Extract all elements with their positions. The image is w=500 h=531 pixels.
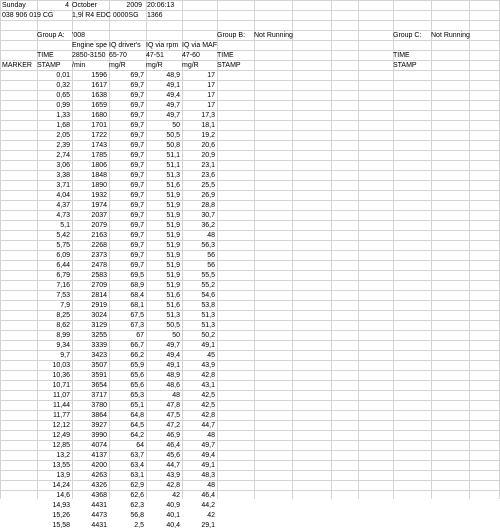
iq-driver-cell[interactable]: 66,7 (130, 342, 144, 349)
iq-rpm-cell[interactable]: 48 (172, 392, 180, 399)
time-stamp-cell[interactable]: 3,38 (56, 172, 70, 179)
time-stamp-cell[interactable]: 6,44 (56, 262, 70, 269)
time-stamp-cell[interactable]: 11,77 (53, 412, 70, 419)
iq-rpm-cell[interactable]: 48,9 (166, 372, 180, 379)
time-stamp-cell[interactable]: 10,03 (52, 362, 70, 369)
time-stamp-cell[interactable]: 12,85 (52, 442, 70, 449)
iq-maf-cell[interactable]: 44,7 (201, 422, 215, 429)
iq-driver-cell[interactable]: 56,8 (130, 512, 144, 519)
iq-driver-cell[interactable]: 64,5 (130, 422, 144, 429)
iq-driver-cell[interactable]: 67,3 (130, 322, 144, 329)
iq-maf-cell[interactable]: 20,9 (201, 152, 215, 159)
iq-rpm-cell[interactable]: 51,9 (166, 232, 180, 239)
engine-speed-cell[interactable]: 1932 (91, 192, 107, 199)
engine-speed-cell[interactable]: 4263 (91, 472, 107, 479)
iq-maf-cell[interactable]: 44,2 (201, 502, 215, 509)
engine-speed-cell[interactable]: 3423 (91, 352, 107, 359)
spec-iq-maf[interactable]: 47-60 (182, 52, 200, 59)
iq-driver-cell[interactable]: 65,3 (130, 392, 144, 399)
iq-maf-cell[interactable]: 46,4 (201, 492, 215, 499)
engine-speed-cell[interactable]: 4431 (91, 522, 107, 529)
iq-driver-cell[interactable]: 69,7 (130, 102, 144, 109)
iq-maf-cell[interactable]: 28,8 (201, 202, 215, 209)
iq-maf-cell[interactable]: 42,5 (201, 392, 215, 399)
iq-maf-cell[interactable]: 45 (207, 352, 215, 359)
iq-driver-cell[interactable]: 69,7 (130, 222, 144, 229)
engine-speed-cell[interactable]: 2079 (91, 222, 107, 229)
group-a-value[interactable]: '008 (72, 32, 86, 39)
time-label-b[interactable]: TIME (217, 52, 234, 59)
iq-maf-cell[interactable]: 55,5 (201, 272, 215, 279)
iq-driver-cell[interactable]: 62,6 (130, 492, 144, 499)
engine-speed-cell[interactable]: 2478 (91, 262, 107, 269)
iq-driver-cell[interactable]: 69,7 (130, 262, 144, 269)
engine-speed-cell[interactable]: 1848 (91, 172, 107, 179)
iq-maf-cell[interactable]: 19,2 (201, 132, 215, 139)
iq-driver-cell[interactable]: 66,2 (130, 352, 144, 359)
group-b-value[interactable]: Not Running (254, 32, 293, 39)
iq-rpm-cell[interactable]: 51,9 (166, 202, 180, 209)
time-stamp-cell[interactable]: 14,93 (52, 502, 70, 509)
col-iq-rpm[interactable]: IQ via rpm (146, 42, 179, 49)
iq-rpm-cell[interactable]: 48,9 (166, 72, 180, 79)
iq-maf-cell[interactable]: 56,3 (201, 242, 215, 249)
iq-driver-cell[interactable]: 69,7 (130, 112, 144, 119)
time-stamp-cell[interactable]: 10,36 (52, 372, 70, 379)
group-a-label[interactable]: Group A: (37, 32, 65, 39)
time-stamp-cell[interactable]: 7,16 (56, 282, 70, 289)
group-b-label[interactable]: Group B: (217, 32, 246, 39)
iq-driver-cell[interactable]: 64 (136, 442, 144, 449)
time-stamp-cell[interactable]: 3,71 (56, 182, 70, 189)
code-cell[interactable]: 1366 (147, 12, 163, 19)
iq-maf-cell[interactable]: 42,8 (201, 372, 215, 379)
iq-driver-cell[interactable]: 69,7 (130, 192, 144, 199)
time-stamp-cell[interactable]: 13,9 (56, 472, 70, 479)
time-stamp-cell[interactable]: 0,32 (56, 82, 70, 89)
iq-rpm-cell[interactable]: 40,9 (166, 502, 180, 509)
time-stamp-cell[interactable]: 9,7 (60, 352, 70, 359)
iq-rpm-cell[interactable]: 50 (172, 122, 180, 129)
iq-rpm-cell[interactable]: 42,8 (166, 482, 180, 489)
time-stamp-cell[interactable]: 11,07 (53, 392, 70, 399)
engine-speed-cell[interactable]: 3339 (91, 342, 107, 349)
time-stamp-cell[interactable]: 14,24 (52, 482, 70, 489)
iq-maf-cell[interactable]: 48,3 (201, 472, 215, 479)
iq-maf-cell[interactable]: 48 (207, 232, 215, 239)
time-stamp-cell[interactable]: 2,39 (56, 142, 70, 149)
iq-rpm-cell[interactable]: 49,4 (166, 352, 180, 359)
iq-maf-cell[interactable]: 53,8 (201, 302, 215, 309)
day-num-cell[interactable]: 4 (65, 2, 69, 9)
iq-rpm-cell[interactable]: 49,7 (166, 102, 180, 109)
iq-maf-cell[interactable]: 49,7 (201, 442, 215, 449)
iq-driver-cell[interactable]: 2,5 (134, 522, 144, 529)
iq-driver-cell[interactable]: 68,4 (130, 292, 144, 299)
iq-maf-cell[interactable]: 30,7 (201, 212, 215, 219)
time-stamp-cell[interactable]: 9,34 (56, 342, 70, 349)
col-iq-maf[interactable]: IQ via MAF (182, 42, 217, 49)
time-stamp-cell[interactable]: 0,01 (56, 72, 70, 79)
iq-maf-cell[interactable]: 17 (207, 92, 215, 99)
engine-speed-cell[interactable]: 1680 (91, 112, 107, 119)
year-cell[interactable]: 2009 (126, 2, 142, 9)
iq-driver-cell[interactable]: 64,8 (130, 412, 144, 419)
time-stamp-cell[interactable]: 5,42 (56, 232, 70, 239)
engine-speed-cell[interactable]: 1806 (91, 162, 107, 169)
iq-rpm-cell[interactable]: 46,4 (166, 442, 180, 449)
iq-driver-cell[interactable]: 63,4 (130, 462, 144, 469)
iq-rpm-cell[interactable]: 51,1 (166, 162, 180, 169)
iq-rpm-cell[interactable]: 51,9 (166, 212, 180, 219)
spec-engine-speed[interactable]: 2850-3150 (72, 52, 106, 59)
time-stamp-cell[interactable]: 0,65 (56, 92, 70, 99)
iq-driver-cell[interactable]: 65,1 (130, 402, 144, 409)
iq-rpm-cell[interactable]: 51,9 (166, 262, 180, 269)
iq-driver-cell[interactable]: 68,9 (130, 282, 144, 289)
iq-maf-cell[interactable]: 26,9 (201, 192, 215, 199)
iq-driver-cell[interactable]: 64,2 (130, 432, 144, 439)
iq-maf-cell[interactable]: 42,8 (201, 412, 215, 419)
iq-rpm-cell[interactable]: 49,1 (166, 362, 180, 369)
time-label-c[interactable]: TIME (393, 52, 410, 59)
time-stamp-cell[interactable]: 1,68 (56, 122, 70, 129)
iq-driver-cell[interactable]: 69,7 (130, 242, 144, 249)
engine-speed-cell[interactable]: 2037 (91, 212, 107, 219)
engine-speed-cell[interactable]: 1890 (91, 182, 107, 189)
engine-speed-cell[interactable]: 1659 (91, 102, 107, 109)
engine-speed-cell[interactable]: 3864 (91, 412, 107, 419)
iq-maf-cell[interactable]: 49,1 (201, 342, 215, 349)
time-stamp-cell[interactable]: 5,75 (56, 242, 70, 249)
iq-rpm-cell[interactable]: 50,8 (166, 142, 180, 149)
iq-driver-cell[interactable]: 69,7 (130, 202, 144, 209)
iq-maf-cell[interactable]: 56 (207, 262, 215, 269)
iq-rpm-cell[interactable]: 51,9 (166, 222, 180, 229)
iq-maf-cell[interactable]: 17 (207, 72, 215, 79)
iq-rpm-cell[interactable]: 49,7 (166, 112, 180, 119)
iq-rpm-cell[interactable]: 51,9 (166, 242, 180, 249)
iq-maf-cell[interactable]: 25,5 (201, 182, 215, 189)
engine-speed-cell[interactable]: 4200 (91, 462, 107, 469)
iq-driver-cell[interactable]: 69,7 (130, 82, 144, 89)
iq-rpm-cell[interactable]: 50 (172, 332, 180, 339)
iq-maf-cell[interactable]: 48 (207, 482, 215, 489)
iq-driver-cell[interactable]: 69,7 (130, 162, 144, 169)
iq-rpm-cell[interactable]: 51,3 (166, 312, 180, 319)
iq-driver-cell[interactable]: 68,1 (130, 302, 144, 309)
iq-driver-cell[interactable]: 69,7 (130, 122, 144, 129)
iq-rpm-cell[interactable]: 51,6 (166, 182, 180, 189)
engine-speed-cell[interactable]: 3780 (91, 402, 107, 409)
iq-rpm-cell[interactable]: 51,9 (166, 272, 180, 279)
time-stamp-cell[interactable]: 1,33 (56, 112, 70, 119)
time-stamp-cell[interactable]: 11,44 (53, 402, 70, 409)
engine-speed-cell[interactable]: 4326 (91, 482, 107, 489)
time-label-a[interactable]: TIME (37, 52, 54, 59)
engine-speed-cell[interactable]: 3129 (91, 322, 107, 329)
unit-iq-driver[interactable]: mg/R (109, 62, 126, 69)
engine-speed-cell[interactable]: 3717 (91, 392, 107, 399)
iq-driver-cell[interactable]: 69,5 (130, 272, 144, 279)
iq-driver-cell[interactable]: 69,7 (130, 92, 144, 99)
group-c-label[interactable]: Group C: (393, 32, 422, 39)
engine-speed-cell[interactable]: 3591 (91, 372, 107, 379)
time-stamp-cell[interactable]: 3,06 (56, 162, 70, 169)
engine-speed-cell[interactable]: 3255 (91, 332, 107, 339)
iq-rpm-cell[interactable]: 49,4 (166, 92, 180, 99)
iq-driver-cell[interactable]: 69,7 (130, 212, 144, 219)
iq-rpm-cell[interactable]: 51,9 (166, 282, 180, 289)
iq-rpm-cell[interactable]: 47,8 (166, 402, 180, 409)
engine-speed-cell[interactable]: 2583 (91, 272, 107, 279)
spec-iq-driver[interactable]: 65-70 (109, 52, 127, 59)
iq-driver-cell[interactable]: 65,6 (130, 382, 144, 389)
marker-label[interactable]: MARKER (2, 62, 32, 69)
time-stamp-cell[interactable]: 8,99 (56, 332, 70, 339)
iq-driver-cell[interactable]: 63,7 (130, 452, 144, 459)
time-stamp-cell[interactable]: 7,9 (60, 302, 70, 309)
time-stamp-cell[interactable]: 4,37 (56, 202, 70, 209)
iq-maf-cell[interactable]: 49,4 (201, 452, 215, 459)
iq-rpm-cell[interactable]: 51,1 (166, 152, 180, 159)
iq-rpm-cell[interactable]: 49,1 (166, 82, 180, 89)
engine-speed-cell[interactable]: 2268 (91, 242, 107, 249)
time-stamp-cell[interactable]: 12,12 (52, 422, 70, 429)
iq-maf-cell[interactable]: 23,1 (201, 162, 215, 169)
iq-maf-cell[interactable]: 56 (207, 252, 215, 259)
stamp-label-b[interactable]: STAMP (217, 62, 241, 69)
iq-rpm-cell[interactable]: 42 (172, 492, 180, 499)
iq-maf-cell[interactable]: 42 (207, 512, 215, 519)
time-stamp-cell[interactable]: 8,25 (56, 312, 70, 319)
iq-maf-cell[interactable]: 51,3 (201, 312, 215, 319)
engine-speed-cell[interactable]: 1701 (91, 122, 107, 129)
engine-speed-cell[interactable]: 1617 (91, 82, 107, 89)
time-stamp-cell[interactable]: 0,99 (56, 102, 70, 109)
iq-driver-cell[interactable]: 69,7 (130, 132, 144, 139)
time-stamp-cell[interactable]: 4,73 (56, 212, 70, 219)
engine-speed-cell[interactable]: 3654 (91, 382, 107, 389)
time-stamp-cell[interactable]: 15,58 (52, 522, 70, 529)
iq-maf-cell[interactable]: 29,1 (201, 522, 215, 529)
iq-rpm-cell[interactable]: 48,6 (166, 382, 180, 389)
time-stamp-cell[interactable]: 8,62 (56, 322, 70, 329)
iq-rpm-cell[interactable]: 47,5 (166, 412, 180, 419)
iq-rpm-cell[interactable]: 51,3 (166, 172, 180, 179)
engine-speed-cell[interactable]: 4368 (91, 492, 107, 499)
engine-speed-cell[interactable]: 2814 (91, 292, 107, 299)
iq-driver-cell[interactable]: 67,5 (130, 312, 144, 319)
engine-speed-cell[interactable]: 1785 (91, 152, 107, 159)
iq-maf-cell[interactable]: 23,6 (201, 172, 215, 179)
iq-rpm-cell[interactable]: 40,1 (166, 512, 180, 519)
engine-speed-cell[interactable]: 1743 (91, 142, 107, 149)
iq-driver-cell[interactable]: 62,3 (130, 502, 144, 509)
spec-iq-rpm[interactable]: 47-51 (146, 52, 164, 59)
iq-maf-cell[interactable]: 43,1 (201, 382, 215, 389)
engine-speed-cell[interactable]: 4431 (91, 502, 107, 509)
engine-speed-cell[interactable]: 4473 (91, 512, 107, 519)
iq-maf-cell[interactable]: 55,2 (201, 282, 215, 289)
engine-speed-cell[interactable]: 1974 (91, 202, 107, 209)
time-stamp-cell[interactable]: 7,53 (56, 292, 70, 299)
engine-speed-cell[interactable]: 3507 (91, 362, 107, 369)
iq-rpm-cell[interactable]: 44,7 (166, 462, 180, 469)
time-stamp-cell[interactable]: 13,55 (52, 462, 70, 469)
engine-speed-cell[interactable]: 2709 (91, 282, 107, 289)
iq-maf-cell[interactable]: 43,9 (201, 362, 215, 369)
iq-driver-cell[interactable]: 69,7 (130, 252, 144, 259)
iq-maf-cell[interactable]: 17 (207, 102, 215, 109)
part-number-cell[interactable]: 038 906 019 CG (2, 12, 54, 19)
time-stamp-cell[interactable]: 6,09 (56, 252, 70, 259)
time-stamp-cell[interactable]: 10,71 (52, 382, 70, 389)
iq-rpm-cell[interactable]: 40,4 (166, 522, 180, 529)
time-stamp-cell[interactable]: 2,74 (56, 152, 70, 159)
engine-speed-cell[interactable]: 2919 (91, 302, 107, 309)
day-cell[interactable]: Sunday (2, 2, 26, 9)
iq-maf-cell[interactable]: 51,3 (201, 322, 215, 329)
iq-maf-cell[interactable]: 48 (207, 432, 215, 439)
time-stamp-cell[interactable]: 2,05 (56, 132, 70, 139)
engine-speed-cell[interactable]: 4137 (91, 452, 107, 459)
unit-engine-speed[interactable]: /min (72, 62, 86, 69)
iq-driver-cell[interactable]: 69,7 (130, 72, 144, 79)
col-engine-speed[interactable]: Engine spe (72, 42, 108, 49)
iq-driver-cell[interactable]: 69,7 (130, 182, 144, 189)
iq-maf-cell[interactable]: 17,3 (201, 112, 215, 119)
iq-driver-cell[interactable]: 62,9 (130, 482, 144, 489)
iq-rpm-cell[interactable]: 46,9 (166, 432, 180, 439)
engine-speed-cell[interactable]: 3990 (91, 432, 107, 439)
engine-speed-cell[interactable]: 1596 (91, 72, 107, 79)
iq-maf-cell[interactable]: 17 (207, 82, 215, 89)
month-cell[interactable]: October (72, 2, 97, 9)
iq-maf-cell[interactable]: 49,1 (201, 462, 215, 469)
iq-maf-cell[interactable]: 20,6 (201, 142, 215, 149)
engine-code-cell[interactable]: 1,9l R4 EDC 0000SG (72, 12, 139, 19)
iq-driver-cell[interactable]: 69,7 (130, 152, 144, 159)
iq-rpm-cell[interactable]: 51,6 (166, 302, 180, 309)
iq-rpm-cell[interactable]: 45,6 (166, 452, 180, 459)
iq-driver-cell[interactable]: 63,1 (130, 472, 144, 479)
iq-driver-cell[interactable]: 69,7 (130, 232, 144, 239)
stamp-label-c[interactable]: STAMP (393, 62, 417, 69)
iq-maf-cell[interactable]: 54,6 (201, 292, 215, 299)
engine-speed-cell[interactable]: 2373 (91, 252, 107, 259)
iq-rpm-cell[interactable]: 51,9 (166, 192, 180, 199)
iq-maf-cell[interactable]: 36,2 (201, 222, 215, 229)
time-stamp-cell[interactable]: 6,79 (56, 272, 70, 279)
iq-maf-cell[interactable]: 18,1 (201, 122, 215, 129)
group-c-value[interactable]: Not Running (431, 32, 470, 39)
engine-speed-cell[interactable]: 1638 (91, 92, 107, 99)
iq-driver-cell[interactable]: 69,7 (130, 142, 144, 149)
unit-iq-rpm[interactable]: mg/R (146, 62, 163, 69)
iq-rpm-cell[interactable]: 50,5 (166, 322, 180, 329)
engine-speed-cell[interactable]: 4074 (91, 442, 107, 449)
iq-rpm-cell[interactable]: 43,9 (166, 472, 180, 479)
iq-rpm-cell[interactable]: 47,2 (166, 422, 180, 429)
iq-rpm-cell[interactable]: 51,9 (166, 252, 180, 259)
iq-driver-cell[interactable]: 67 (136, 332, 144, 339)
iq-maf-cell[interactable]: 50,2 (201, 332, 215, 339)
iq-rpm-cell[interactable]: 50,5 (166, 132, 180, 139)
time-stamp-cell[interactable]: 5,1 (60, 222, 70, 229)
unit-iq-maf[interactable]: mg/R (182, 62, 199, 69)
time-cell[interactable]: 20:06:13 (147, 2, 175, 9)
iq-rpm-cell[interactable]: 49,7 (166, 342, 180, 349)
time-stamp-cell[interactable]: 12,49 (52, 432, 70, 439)
iq-rpm-cell[interactable]: 51,6 (166, 292, 180, 299)
engine-speed-cell[interactable]: 2163 (91, 232, 107, 239)
engine-speed-cell[interactable]: 3024 (91, 312, 107, 319)
iq-driver-cell[interactable]: 65,9 (130, 362, 144, 369)
stamp-label-a[interactable]: STAMP (37, 62, 61, 69)
engine-speed-cell[interactable]: 3927 (91, 422, 107, 429)
iq-maf-cell[interactable]: 42,5 (201, 402, 215, 409)
iq-driver-cell[interactable]: 69,7 (130, 172, 144, 179)
time-stamp-cell[interactable]: 14,6 (56, 492, 70, 499)
col-iq-driver[interactable]: IQ driver's (109, 42, 141, 49)
engine-speed-cell[interactable]: 1722 (91, 132, 107, 139)
time-stamp-cell[interactable]: 15,26 (52, 512, 70, 519)
iq-driver-cell[interactable]: 65,6 (130, 372, 144, 379)
time-stamp-cell[interactable]: 13,2 (56, 452, 70, 459)
time-stamp-cell[interactable]: 4,04 (56, 192, 70, 199)
